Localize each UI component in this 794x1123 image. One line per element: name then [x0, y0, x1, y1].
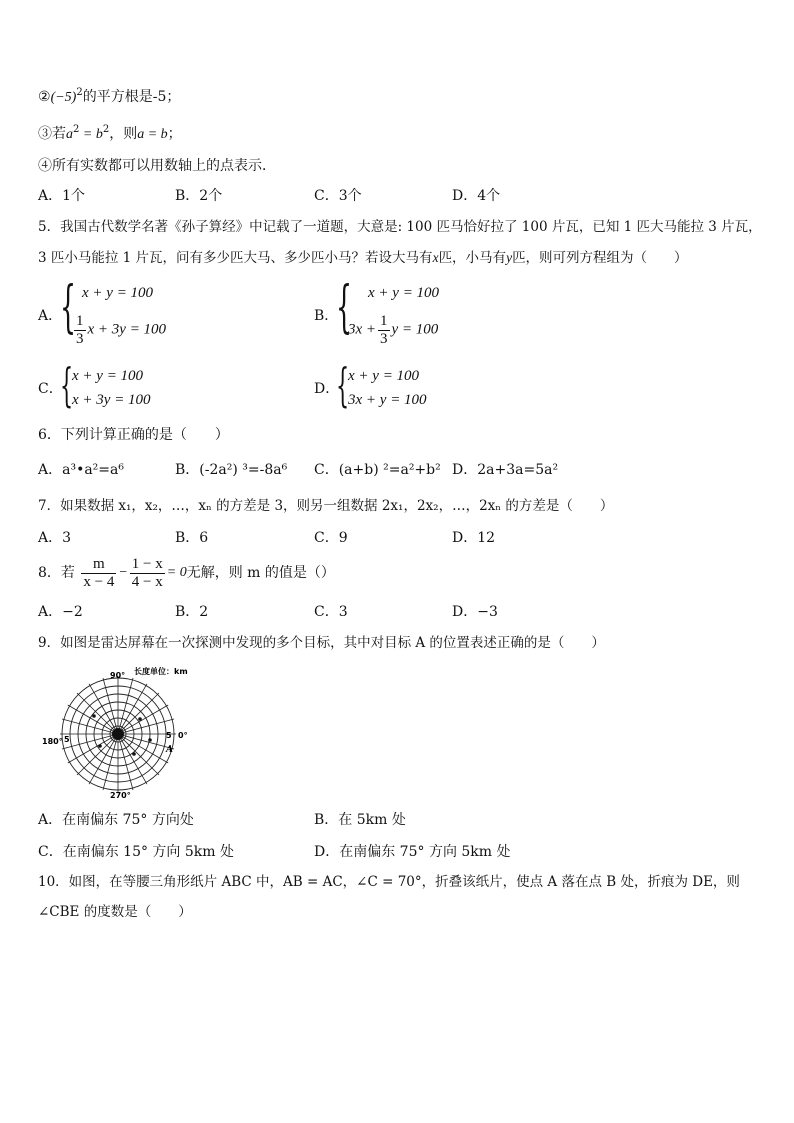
q10-stem-line1: 10．如图，在等腰三角形纸片 ABC 中，AB = AC，∠C = 70°，折叠该纸片，使点 A 落在点 B 处，折痕为 DE，则 [38, 874, 740, 890]
q9-option-a: A．在南偏东 75° 方向处 [38, 812, 194, 828]
q6-option-a: A．a³•a²=a⁶ [38, 462, 124, 478]
q8-frac2 [130, 556, 165, 590]
radar-label-5-right: 5 [166, 731, 172, 740]
radar-label-180: 180° [42, 737, 63, 746]
radar-unit-label: 长度单位：km [134, 667, 188, 676]
q5-b-eq2 [348, 313, 438, 347]
q5-b-eq2-head: 3x + [348, 321, 377, 338]
q5-b-eq2-tail: y = 100 [391, 321, 439, 338]
q4-item4: ④所有实数都可以用数轴上的点表示． [38, 158, 276, 174]
q5-d-eq1: x + y = 100 [348, 368, 420, 384]
q10-stem-line2: ∠CBE 的度数是（ ） [38, 904, 192, 920]
q5-stem-line1: 5．我国古代数学名著《孙子算经》中记载了一道题，大意是: 100 匹马恰好拉了 100 片瓦，已知 1 匹大马能拉 3 片瓦， [38, 219, 762, 235]
q4-item3-post: ； [167, 126, 182, 142]
q7-option-d: D．12 [452, 530, 496, 546]
q8-post: 无解，则 m 的值是（） [186, 565, 335, 581]
q6-stem: 6．下列计算正确的是（ ） [38, 427, 229, 443]
q5-label-b: B． [314, 308, 339, 324]
q5-a-brace: { [60, 275, 77, 340]
q6-option-d: D．2a+3a=5a² [452, 462, 559, 478]
q4-option-b: B．2个 [175, 188, 223, 204]
q9-stem: 9．如图是雷达屏幕在一次探测中发现的多个目标，其中对目标 A 的位置表述正确的是（ ） [38, 635, 605, 651]
q4-option-a: A．1个 [38, 188, 86, 204]
q6-option-c: C．(a+b) ²=a²+b² [314, 462, 441, 478]
q4-item2-expr: (−5) [50, 90, 77, 105]
q4-option-d: D．4个 [452, 188, 501, 204]
q5-b-eq1: x + y = 100 [368, 285, 440, 301]
q4-item3 [38, 125, 182, 142]
q4-item3-marker: ③若 [38, 126, 66, 142]
q5-a-eq2 [72, 313, 166, 347]
q5-b-frac [378, 313, 390, 347]
q6-option-b: B．(-2a²) ³=-8a⁶ [175, 462, 288, 478]
q8-option-b: B．2 [175, 604, 209, 620]
q5-b-frac-den: 3 [380, 330, 388, 347]
q8-stem [38, 556, 335, 590]
q4-item2-marker: ② [38, 89, 51, 105]
q4-item3-expr3: a = b [137, 127, 168, 142]
radar-target-a: A [166, 745, 173, 755]
q5-var-x: x [432, 250, 439, 265]
radar-label-0: 0° [178, 731, 188, 740]
q8-minus: − [118, 565, 128, 580]
q9-option-c: C．在南偏东 15° 方向 5km 处 [38, 844, 234, 860]
q8-option-c: C．3 [314, 604, 348, 620]
q4-item2-text: 的平方根是-5； [82, 89, 181, 105]
q5-a-eq1: x + y = 100 [82, 285, 154, 301]
q5-c-eq1: x + y = 100 [72, 368, 144, 384]
q5-line2-c: 匹，则可列方程组为（ ） [512, 250, 688, 266]
q5-label-a: A． [38, 308, 63, 324]
radar-diagram [40, 664, 200, 800]
radar-label-90: 90° [110, 671, 126, 680]
q5-d-eq2: 3x + y = 100 [348, 392, 427, 408]
q5-a-frac-num: 1 [76, 313, 84, 329]
q7-option-c: C．9 [314, 530, 348, 546]
radar-label-5-left: 5 [64, 735, 70, 744]
q7-stem: 7．如果数据 x₁，x₂，…，xₙ 的方差是 3，则另一组数据 2x₁，2x₂，…，2xₙ 的方差是（ ） [38, 498, 614, 514]
q4-item2 [38, 88, 180, 105]
q8-frac1-num: m [81, 556, 116, 574]
q5-d-brace: { [336, 358, 350, 412]
q5-var-y: y [506, 250, 513, 265]
q4-item2-exp: 2 [76, 87, 83, 98]
q7-option-a: A．3 [38, 530, 72, 546]
q8-frac1-den: x − 4 [83, 573, 115, 590]
q5-c-eq2: x + 3y = 100 [72, 392, 151, 408]
q9-option-b: B．在 5km 处 [314, 812, 406, 828]
q5-line2-a: 3 匹小马能拉 1 片瓦，问有多少匹大马、多少匹小马？若设大马有 [38, 250, 433, 266]
q5-stem-line2 [38, 251, 688, 266]
q8-eq0: = 0 [166, 565, 187, 580]
q5-c-brace: { [60, 358, 74, 412]
q8-pre: 8．若 [38, 565, 75, 581]
q9-option-d: D．在南偏东 75° 方向 5km 处 [314, 844, 511, 860]
q4-option-c: C．3个 [314, 188, 362, 204]
q4-item3-mid: ，则 [109, 126, 138, 142]
q8-option-a: A．−2 [38, 604, 83, 620]
q5-a-frac [74, 313, 86, 347]
q5-b-frac-num: 1 [380, 313, 388, 329]
q7-option-b: B．6 [175, 530, 209, 546]
q5-a-frac-den: 3 [76, 330, 84, 347]
q5-a-eq2-tail: x + 3y = 100 [87, 321, 167, 338]
q8-frac1 [81, 556, 116, 590]
q8-frac2-num: 1 − x [131, 556, 163, 572]
q5-line2-b: 匹，小马有 [438, 250, 507, 266]
q4-item3-sup2: 2 [102, 124, 110, 135]
q5-label-c: C． [38, 381, 63, 397]
q8-frac2-den: 4 − x [131, 573, 163, 590]
q4-item3-sup1: 2 [73, 124, 80, 135]
q5-label-d: D． [314, 381, 340, 397]
q5-b-brace: { [336, 275, 353, 340]
q4-item3-expr2: = b [79, 127, 103, 142]
radar-label-270: 270° [110, 791, 131, 800]
q8-option-d: D．−3 [452, 604, 498, 620]
q4-item3-expr1: a [66, 127, 73, 142]
